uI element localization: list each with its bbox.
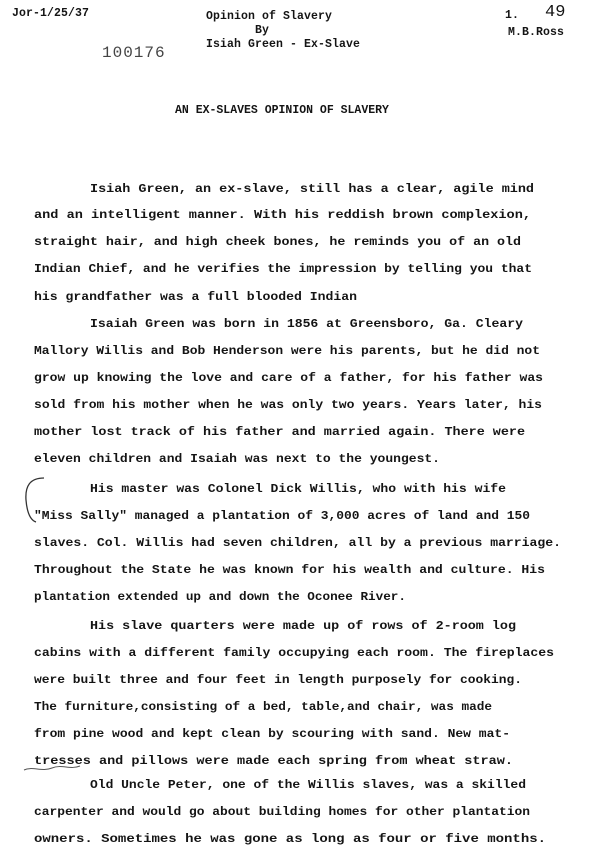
pen-mark-squiggle xyxy=(22,760,82,776)
text-line: tresses and pillows were made each spring from wheat straw. xyxy=(34,755,513,768)
text-line: from pine wood and kept clean by scouring with sand. New mat- xyxy=(34,728,510,741)
text-line: were built three and four feet in length purposely for cooking. xyxy=(34,674,522,687)
text-line: carpenter and would go about building homes for other plantation xyxy=(34,806,530,819)
page-number: 1. xyxy=(505,9,520,22)
text-line: plantation extended up and down the Oconee River. xyxy=(34,591,406,604)
sheet-number: 49 xyxy=(545,3,566,22)
text-line: cabins with a different family occupying each room. The fireplaces xyxy=(34,647,554,660)
text-line: sold from his mother when he was only two years. Years later, his xyxy=(34,399,542,412)
text-line: His master was Colonel Dick Willis, who with his wife xyxy=(90,483,506,496)
byline-label: By xyxy=(255,24,270,37)
text-line: Isaiah Green was born in 1856 at Greensboro, Ga. Cleary xyxy=(90,318,523,331)
text-line: slaves. Col. Willis had seven children, all by a previous marriage. xyxy=(34,537,561,550)
text-line: owners. Sometimes he was gone as long as four or five months. xyxy=(34,833,546,846)
document-title: Opinion of Slavery xyxy=(206,10,333,23)
text-line: his grandfather was a full blooded Indian xyxy=(34,291,358,304)
text-line: The furniture,consisting of a bed, table,and chair, was made xyxy=(34,701,493,714)
text-line: Indian Chief, and he verifies the impression by telling you that xyxy=(34,263,532,276)
text-line: Old Uncle Peter, one of the Willis slaves, was a skilled xyxy=(90,779,526,792)
text-line: Mallory Willis and Bob Henderson were his parents, but he did not xyxy=(34,345,540,358)
text-line: mother lost track of his father and married again. There were xyxy=(34,426,525,439)
archive-stamp: 100176 xyxy=(102,44,166,62)
text-line: "Miss Sally" managed a plantation of 3,000 acres of land and 150 xyxy=(34,510,530,523)
document-reference: Jor-1/25/37 xyxy=(12,7,90,20)
text-line: and an intelligent manner. With his reddish brown complexion, xyxy=(34,209,531,222)
text-line: Isiah Green, an ex-slave, still has a clear, agile mind xyxy=(90,183,534,196)
document-subtitle: Isiah Green - Ex-Slave xyxy=(206,38,361,51)
text-line: straight hair, and high cheek bones, he reminds you of an old xyxy=(34,236,521,249)
document-heading: AN EX-SLAVES OPINION OF SLAVERY xyxy=(175,104,389,117)
text-line: grow up knowing the love and care of a father, for his father was xyxy=(34,372,543,385)
text-line: His slave quarters were made up of rows of 2-room log xyxy=(90,620,516,633)
author-name: M.B.Ross xyxy=(508,26,565,39)
text-line: eleven children and Isaiah was next to the youngest. xyxy=(34,453,440,466)
text-line: Throughout the State he was known for his wealth and culture. His xyxy=(34,564,545,577)
pen-mark-bracket xyxy=(22,474,52,526)
